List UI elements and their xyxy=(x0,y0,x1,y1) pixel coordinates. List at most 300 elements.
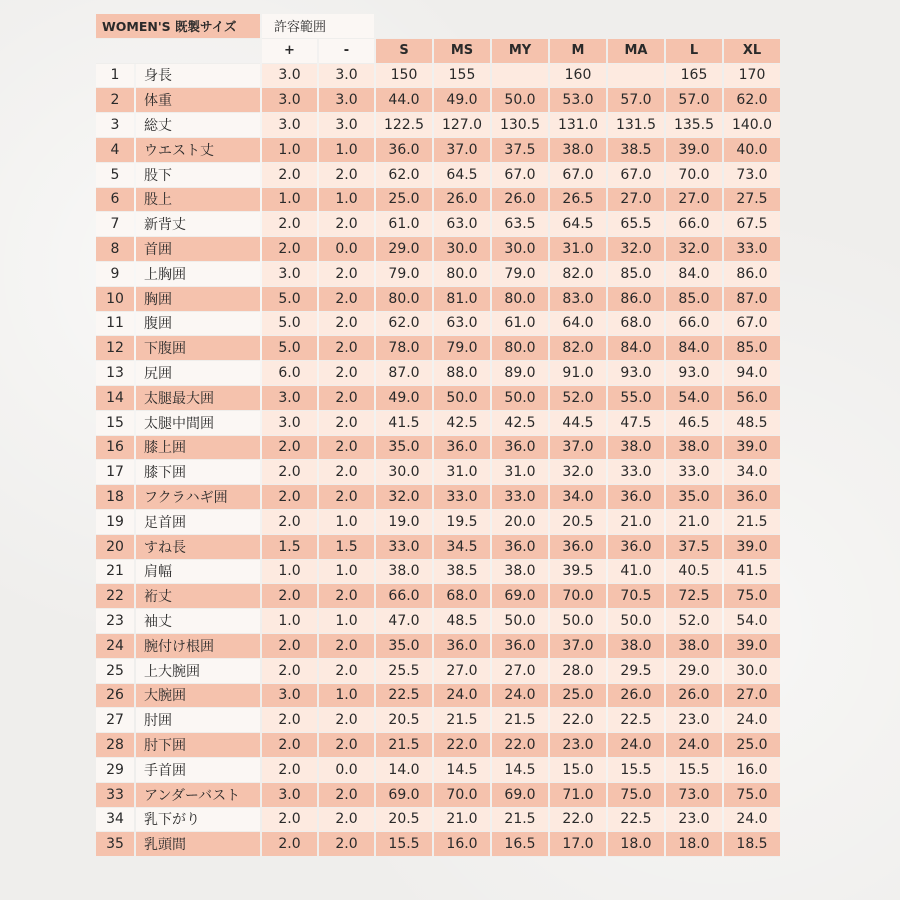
size-value-l: 46.5 xyxy=(666,411,722,436)
size-value-xl: 87.0 xyxy=(724,287,780,312)
measurement-name: すね長 xyxy=(136,535,260,560)
size-value-my: 36.0 xyxy=(492,535,548,560)
size-value-my: 69.0 xyxy=(492,584,548,609)
size-value-my: 22.0 xyxy=(492,733,548,758)
size-value-ma: 68.0 xyxy=(608,312,664,337)
size-value-m: 53.0 xyxy=(550,88,606,113)
tolerance-plus-value: 3.0 xyxy=(262,684,317,709)
size-value-l: 57.0 xyxy=(666,88,722,113)
size-value-s: 22.5 xyxy=(376,684,432,709)
measurement-name: 身長 xyxy=(136,64,260,89)
size-value-ma: 84.0 xyxy=(608,336,664,361)
size-value-l: 52.0 xyxy=(666,609,722,634)
table-row xyxy=(96,733,780,758)
table-row xyxy=(96,485,780,510)
size-value-l: 18.0 xyxy=(666,832,722,857)
table-row xyxy=(96,411,780,436)
row-number: 27 xyxy=(96,708,134,733)
table-row xyxy=(96,560,780,585)
size-value-m: 34.0 xyxy=(550,485,606,510)
measurement-name: 体重 xyxy=(136,88,260,113)
size-value-my: 37.5 xyxy=(492,138,548,163)
row-number: 17 xyxy=(96,460,134,485)
row-number: 2 xyxy=(96,88,134,113)
size-value-s: 32.0 xyxy=(376,485,432,510)
size-value-my: 26.0 xyxy=(492,188,548,213)
size-value-ma: 131.5 xyxy=(608,113,664,138)
table-body xyxy=(96,64,780,858)
size-value-my: 80.0 xyxy=(492,287,548,312)
measurement-name: 膝下囲 xyxy=(136,460,260,485)
tolerance-minus-value: 2.0 xyxy=(319,411,374,436)
tolerance-plus-value: 5.0 xyxy=(262,287,317,312)
size-value-ms: 31.0 xyxy=(434,460,490,485)
size-value-ms: 21.0 xyxy=(434,808,490,833)
size-value-ms: 81.0 xyxy=(434,287,490,312)
measurement-name: 新背丈 xyxy=(136,212,260,237)
size-value-m: 25.0 xyxy=(550,684,606,709)
size-value-l: 23.0 xyxy=(666,808,722,833)
measurement-name: 首囲 xyxy=(136,237,260,262)
row-number: 1 xyxy=(96,64,134,89)
tolerance-minus-value: 2.0 xyxy=(319,336,374,361)
size-value-xl: 140.0 xyxy=(724,113,780,138)
size-value-xl: 24.0 xyxy=(724,708,780,733)
header-row-2 xyxy=(96,39,780,64)
tolerance-plus-value: 1.0 xyxy=(262,609,317,634)
measurement-name: 乳頭間 xyxy=(136,832,260,857)
table-row xyxy=(96,386,780,411)
size-value-s: 25.5 xyxy=(376,659,432,684)
size-value-ms: 16.0 xyxy=(434,832,490,857)
size-value-m: 23.0 xyxy=(550,733,606,758)
table-row xyxy=(96,535,780,560)
size-value-l: 35.0 xyxy=(666,485,722,510)
size-value-ma: 93.0 xyxy=(608,361,664,386)
tolerance-minus-value: 2.0 xyxy=(319,460,374,485)
tolerance-plus-value: 2.0 xyxy=(262,163,317,188)
table-row xyxy=(96,832,780,857)
size-value-l: 40.5 xyxy=(666,560,722,585)
row-number: 15 xyxy=(96,411,134,436)
tolerance-minus-value: 2.0 xyxy=(319,212,374,237)
size-value-my: 61.0 xyxy=(492,312,548,337)
tolerance-plus-value: 5.0 xyxy=(262,336,317,361)
size-value-ma: 15.5 xyxy=(608,758,664,783)
size-value-my: 50.0 xyxy=(492,88,548,113)
size-header-xl: XL xyxy=(724,39,780,64)
size-value-s: 61.0 xyxy=(376,212,432,237)
size-value-m: 83.0 xyxy=(550,287,606,312)
tolerance-minus-value: 1.0 xyxy=(319,609,374,634)
size-value-ms: 33.0 xyxy=(434,485,490,510)
size-value-s: 36.0 xyxy=(376,138,432,163)
size-value-my: 27.0 xyxy=(492,659,548,684)
size-value-s: 150 xyxy=(376,64,432,89)
size-value-my: 30.0 xyxy=(492,237,548,262)
tolerance-minus-value: 3.0 xyxy=(319,113,374,138)
size-table xyxy=(94,14,782,857)
size-value-ma: 32.0 xyxy=(608,237,664,262)
measurement-name: 肘下囲 xyxy=(136,733,260,758)
size-value-ma: 18.0 xyxy=(608,832,664,857)
table-row xyxy=(96,634,780,659)
size-value-xl: 41.5 xyxy=(724,560,780,585)
size-value-my: 20.0 xyxy=(492,510,548,535)
size-value-l: 66.0 xyxy=(666,212,722,237)
size-value-l: 29.0 xyxy=(666,659,722,684)
table-row xyxy=(96,609,780,634)
size-value-s: 25.0 xyxy=(376,188,432,213)
measurement-name: 裄丈 xyxy=(136,584,260,609)
table-row xyxy=(96,510,780,535)
table-row xyxy=(96,188,780,213)
row-number: 9 xyxy=(96,262,134,287)
tolerance-minus-value: 1.0 xyxy=(319,560,374,585)
size-value-my: 89.0 xyxy=(492,361,548,386)
size-value-ms: 30.0 xyxy=(434,237,490,262)
table-row xyxy=(96,64,780,89)
size-value-my: 50.0 xyxy=(492,386,548,411)
size-value-m: 91.0 xyxy=(550,361,606,386)
table-row xyxy=(96,460,780,485)
size-value-m: 82.0 xyxy=(550,262,606,287)
size-value-m: 44.5 xyxy=(550,411,606,436)
size-value-s: 69.0 xyxy=(376,783,432,808)
size-value-m: 64.0 xyxy=(550,312,606,337)
size-value-l: 37.5 xyxy=(666,535,722,560)
size-header-l: L xyxy=(666,39,722,64)
size-value-ms: 63.0 xyxy=(434,212,490,237)
size-value-ma: 33.0 xyxy=(608,460,664,485)
size-value-ma: 38.0 xyxy=(608,436,664,461)
size-value-m: 82.0 xyxy=(550,336,606,361)
row-number: 23 xyxy=(96,609,134,634)
tolerance-plus-value: 3.0 xyxy=(262,411,317,436)
measurement-name: 太腿最大囲 xyxy=(136,386,260,411)
size-value-xl: 85.0 xyxy=(724,336,780,361)
size-value-ms: 37.0 xyxy=(434,138,490,163)
size-value-xl: 33.0 xyxy=(724,237,780,262)
tolerance-minus-value: 1.0 xyxy=(319,188,374,213)
measurement-name: 総丈 xyxy=(136,113,260,138)
size-value-ms: 19.5 xyxy=(434,510,490,535)
size-value-xl: 27.5 xyxy=(724,188,780,213)
size-value-ms: 127.0 xyxy=(434,113,490,138)
tolerance-minus-value: 2.0 xyxy=(319,436,374,461)
size-value-m: 26.5 xyxy=(550,188,606,213)
size-value-ma: 36.0 xyxy=(608,535,664,560)
measurement-name: 股下 xyxy=(136,163,260,188)
tolerance-plus-value: 2.0 xyxy=(262,510,317,535)
size-value-my: 31.0 xyxy=(492,460,548,485)
table-title: WOMEN'S 既製サイズ xyxy=(96,14,260,39)
row-number: 11 xyxy=(96,312,134,337)
tolerance-plus-value: 1.0 xyxy=(262,138,317,163)
tolerance-minus-value: 2.0 xyxy=(319,262,374,287)
size-value-ms: 22.0 xyxy=(434,733,490,758)
measurement-name: 乳下がり xyxy=(136,808,260,833)
size-value-ma: 27.0 xyxy=(608,188,664,213)
tolerance-minus-value: 2.0 xyxy=(319,287,374,312)
tolerance-plus-value: 2.0 xyxy=(262,237,317,262)
size-value-xl: 86.0 xyxy=(724,262,780,287)
row-number: 20 xyxy=(96,535,134,560)
size-value-ms: 36.0 xyxy=(434,436,490,461)
size-value-l: 85.0 xyxy=(666,287,722,312)
size-value-xl: 170 xyxy=(724,64,780,89)
size-value-ms: 14.5 xyxy=(434,758,490,783)
size-value-my: 63.5 xyxy=(492,212,548,237)
size-value-m: 37.0 xyxy=(550,436,606,461)
size-value-my: 33.0 xyxy=(492,485,548,510)
size-value-m: 67.0 xyxy=(550,163,606,188)
size-value-m: 17.0 xyxy=(550,832,606,857)
size-value-s: 19.0 xyxy=(376,510,432,535)
row-number: 34 xyxy=(96,808,134,833)
tolerance-plus-value: 3.0 xyxy=(262,262,317,287)
size-value-s: 62.0 xyxy=(376,163,432,188)
size-value-xl: 75.0 xyxy=(724,783,780,808)
tolerance-minus-value: 2.0 xyxy=(319,361,374,386)
size-value-ms: 38.5 xyxy=(434,560,490,585)
row-number: 24 xyxy=(96,634,134,659)
size-value-my: 16.5 xyxy=(492,832,548,857)
size-value-ma: 22.5 xyxy=(608,808,664,833)
tolerance-plus-value: 2.0 xyxy=(262,212,317,237)
measurement-name: 腹囲 xyxy=(136,312,260,337)
table-row xyxy=(96,708,780,733)
tolerance-plus-header: + xyxy=(262,39,317,64)
row-number: 19 xyxy=(96,510,134,535)
tolerance-minus-value: 2.0 xyxy=(319,312,374,337)
size-value-xl: 73.0 xyxy=(724,163,780,188)
size-value-ma: 65.5 xyxy=(608,212,664,237)
size-value-s: 21.5 xyxy=(376,733,432,758)
size-value-m: 20.5 xyxy=(550,510,606,535)
tolerance-plus-value: 2.0 xyxy=(262,758,317,783)
table-row xyxy=(96,113,780,138)
size-value-ma: 29.5 xyxy=(608,659,664,684)
size-value-m: 160 xyxy=(550,64,606,89)
size-value-m: 31.0 xyxy=(550,237,606,262)
size-value-my: 79.0 xyxy=(492,262,548,287)
size-value-ma: 55.0 xyxy=(608,386,664,411)
size-value-ma: 38.0 xyxy=(608,634,664,659)
size-value-l: 84.0 xyxy=(666,336,722,361)
tolerance-plus-value: 2.0 xyxy=(262,733,317,758)
row-number: 16 xyxy=(96,436,134,461)
size-value-xl: 39.0 xyxy=(724,436,780,461)
size-value-m: 32.0 xyxy=(550,460,606,485)
size-value-my: 130.5 xyxy=(492,113,548,138)
size-value-s: 33.0 xyxy=(376,535,432,560)
size-value-m: 22.0 xyxy=(550,808,606,833)
size-value-s: 41.5 xyxy=(376,411,432,436)
row-number: 14 xyxy=(96,386,134,411)
tolerance-header: 許容範囲 xyxy=(262,14,374,39)
tolerance-plus-value: 3.0 xyxy=(262,64,317,89)
row-number: 8 xyxy=(96,237,134,262)
tolerance-plus-value: 3.0 xyxy=(262,386,317,411)
tolerance-minus-value: 1.0 xyxy=(319,510,374,535)
table-row xyxy=(96,88,780,113)
size-value-ma: 26.0 xyxy=(608,684,664,709)
measurement-name: 膝上囲 xyxy=(136,436,260,461)
size-value-ms: 63.0 xyxy=(434,312,490,337)
table-row xyxy=(96,584,780,609)
size-value-m: 22.0 xyxy=(550,708,606,733)
size-value-xl: 21.5 xyxy=(724,510,780,535)
size-value-ma: 41.0 xyxy=(608,560,664,585)
size-value-ms: 48.5 xyxy=(434,609,490,634)
size-value-my: 69.0 xyxy=(492,783,548,808)
size-value-ma: 50.0 xyxy=(608,609,664,634)
tolerance-minus-value: 2.0 xyxy=(319,485,374,510)
size-value-s: 29.0 xyxy=(376,237,432,262)
size-value-ms: 21.5 xyxy=(434,708,490,733)
size-value-ms: 88.0 xyxy=(434,361,490,386)
size-value-ma: 21.0 xyxy=(608,510,664,535)
size-header-ma: MA xyxy=(608,39,664,64)
size-value-ms: 24.0 xyxy=(434,684,490,709)
size-value-l: 72.5 xyxy=(666,584,722,609)
measurement-name: ウエスト丈 xyxy=(136,138,260,163)
tolerance-plus-value: 3.0 xyxy=(262,88,317,113)
size-value-ms: 36.0 xyxy=(434,634,490,659)
tolerance-minus-value: 2.0 xyxy=(319,708,374,733)
size-value-m: 70.0 xyxy=(550,584,606,609)
tolerance-plus-value: 1.0 xyxy=(262,188,317,213)
row-number: 26 xyxy=(96,684,134,709)
size-value-l: 15.5 xyxy=(666,758,722,783)
size-value-xl: 24.0 xyxy=(724,808,780,833)
tolerance-plus-value: 2.0 xyxy=(262,808,317,833)
measurement-name: アンダーバスト xyxy=(136,783,260,808)
measurement-name: 肘囲 xyxy=(136,708,260,733)
tolerance-minus-value: 2.0 xyxy=(319,832,374,857)
table-row xyxy=(96,758,780,783)
measurement-name: 袖丈 xyxy=(136,609,260,634)
measurement-name: 太腿中間囲 xyxy=(136,411,260,436)
table-row xyxy=(96,312,780,337)
size-value-my: 21.5 xyxy=(492,708,548,733)
size-value-l: 23.0 xyxy=(666,708,722,733)
size-value-xl: 48.5 xyxy=(724,411,780,436)
tolerance-minus-value: 2.0 xyxy=(319,634,374,659)
size-value-l: 165 xyxy=(666,64,722,89)
size-value-m: 38.0 xyxy=(550,138,606,163)
size-value-ms: 70.0 xyxy=(434,783,490,808)
table-row xyxy=(96,138,780,163)
size-header-my: MY xyxy=(492,39,548,64)
measurement-name: 手首囲 xyxy=(136,758,260,783)
size-value-ms: 79.0 xyxy=(434,336,490,361)
size-value-xl: 62.0 xyxy=(724,88,780,113)
size-value-xl: 39.0 xyxy=(724,634,780,659)
table-row xyxy=(96,659,780,684)
measurement-name: 尻囲 xyxy=(136,361,260,386)
table-row xyxy=(96,783,780,808)
size-value-xl: 25.0 xyxy=(724,733,780,758)
size-value-ma: 38.5 xyxy=(608,138,664,163)
tolerance-plus-value: 1.5 xyxy=(262,535,317,560)
row-number: 22 xyxy=(96,584,134,609)
size-value-xl: 56.0 xyxy=(724,386,780,411)
tolerance-minus-value: 3.0 xyxy=(319,64,374,89)
size-value-s: 47.0 xyxy=(376,609,432,634)
tolerance-minus-value: 2.0 xyxy=(319,386,374,411)
row-number: 13 xyxy=(96,361,134,386)
size-value-xl: 39.0 xyxy=(724,535,780,560)
size-header-ms: MS xyxy=(434,39,490,64)
size-value-s: 35.0 xyxy=(376,436,432,461)
size-value-xl: 18.5 xyxy=(724,832,780,857)
measurement-name: 肩幅 xyxy=(136,560,260,585)
tolerance-minus-header: - xyxy=(319,39,374,64)
tolerance-minus-value: 2.0 xyxy=(319,808,374,833)
size-value-ma: 86.0 xyxy=(608,287,664,312)
size-value-m: 36.0 xyxy=(550,535,606,560)
tolerance-minus-value: 2.0 xyxy=(319,163,374,188)
row-number: 18 xyxy=(96,485,134,510)
tolerance-minus-value: 0.0 xyxy=(319,237,374,262)
size-value-s: 38.0 xyxy=(376,560,432,585)
tolerance-plus-value: 2.0 xyxy=(262,485,317,510)
size-value-l: 66.0 xyxy=(666,312,722,337)
size-value-l: 27.0 xyxy=(666,188,722,213)
tolerance-plus-value: 3.0 xyxy=(262,783,317,808)
size-value-ms: 68.0 xyxy=(434,584,490,609)
size-value-l: 39.0 xyxy=(666,138,722,163)
size-value-my: 38.0 xyxy=(492,560,548,585)
header-spacer xyxy=(376,14,780,39)
size-value-ma: 85.0 xyxy=(608,262,664,287)
tolerance-minus-value: 1.0 xyxy=(319,138,374,163)
size-value-m: 50.0 xyxy=(550,609,606,634)
size-value-l: 38.0 xyxy=(666,436,722,461)
row-number: 25 xyxy=(96,659,134,684)
size-value-s: 30.0 xyxy=(376,460,432,485)
tolerance-minus-value: 3.0 xyxy=(319,88,374,113)
size-value-my: 21.5 xyxy=(492,808,548,833)
size-value-xl: 67.0 xyxy=(724,312,780,337)
measurement-name: 胸囲 xyxy=(136,287,260,312)
size-value-ma: 47.5 xyxy=(608,411,664,436)
size-value-s: 20.5 xyxy=(376,708,432,733)
size-value-ms: 50.0 xyxy=(434,386,490,411)
row-number: 33 xyxy=(96,783,134,808)
header-row-1 xyxy=(96,14,780,39)
tolerance-plus-value: 3.0 xyxy=(262,113,317,138)
size-value-my: 42.5 xyxy=(492,411,548,436)
measurement-name: 足首囲 xyxy=(136,510,260,535)
row-number: 4 xyxy=(96,138,134,163)
size-value-my xyxy=(492,64,548,89)
table-row xyxy=(96,684,780,709)
row-number: 3 xyxy=(96,113,134,138)
tolerance-minus-value: 2.0 xyxy=(319,659,374,684)
table-row xyxy=(96,287,780,312)
row-number: 6 xyxy=(96,188,134,213)
size-value-ms: 26.0 xyxy=(434,188,490,213)
size-value-l: 73.0 xyxy=(666,783,722,808)
tolerance-minus-value: 1.0 xyxy=(319,684,374,709)
measurement-name: フクラハギ囲 xyxy=(136,485,260,510)
size-value-m: 39.5 xyxy=(550,560,606,585)
size-value-xl: 94.0 xyxy=(724,361,780,386)
size-value-l: 32.0 xyxy=(666,237,722,262)
